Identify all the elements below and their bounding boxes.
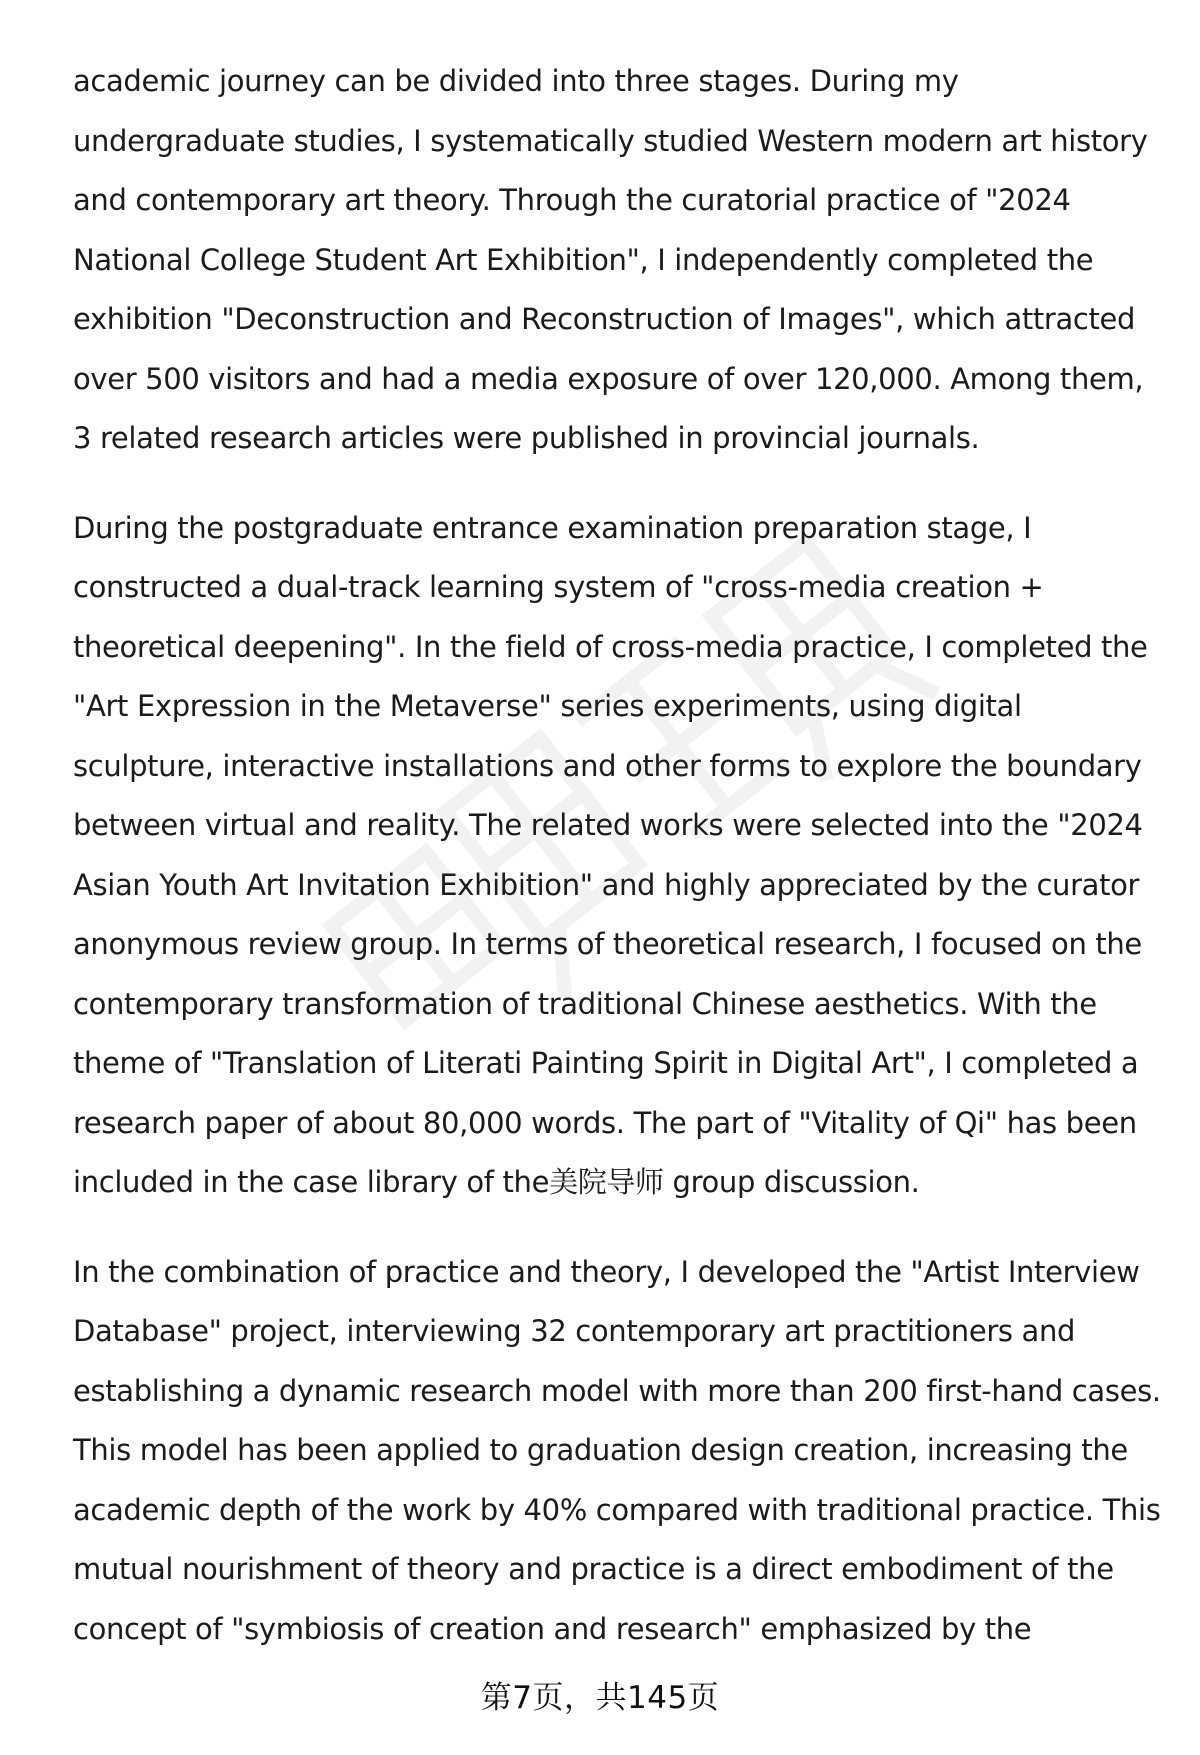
- page-footer: 第7页，共145页: [480, 1680, 720, 1716]
- paragraph-3: In the combination of practice and theory, I developed the "Artist Interview Database" project, interviewing 32 contemporary art practitioners and establishing a dynamic research model with more than 200 first-hand cases. This model has been applied to graduation design creation, increasing the academic depth of the work by 40% compared with traditional practice. This mutual nourishment of theory and practice is a direct embodiment of the concept of "symbiosis of creation and research" emphasized by the: [73, 1254, 1161, 1646]
- paragraph-2: During the postgraduate entrance examination preparation stage, I constructed a dual-track learning system of "cross-media creation + theoretical deepening". In the field of cross-media practice, I completed the "Art Expression in the Metaverse" series experiments, using digital sculpture, interactive installations and other forms to explore the boundary between virtual and reality. The related works were selected into the "2024 Asian Youth Art Invitation Exhibition" and highly appreciated by the curator anonymous review group. In terms of theoretical research, I focused on the contemporary transformation of traditional Chinese aesthetics. With the theme of "Translation of Literati Painting Spirit in Digital Art", I completed a research paper of about 80,000 words. The part of "Vitality of Qi" has been included in the case library of the美院导师 group discussion.: [73, 510, 1148, 1199]
- document-body: [73, 52, 1163, 1689]
- paragraph-1: academic journey can be divided into three stages. During my undergraduate studies, I systematically studied Western modern art history and contemporary art theory. Through the curatorial practice of "2024 National College Student Art Exhibition", I independently completed the exhibition "Deconstruction and Reconstruction of Images", which attracted over 500 visitors and had a media exposure of over 120,000. Among them, 3 related research articles were published in provincial journals.: [73, 64, 1148, 455]
